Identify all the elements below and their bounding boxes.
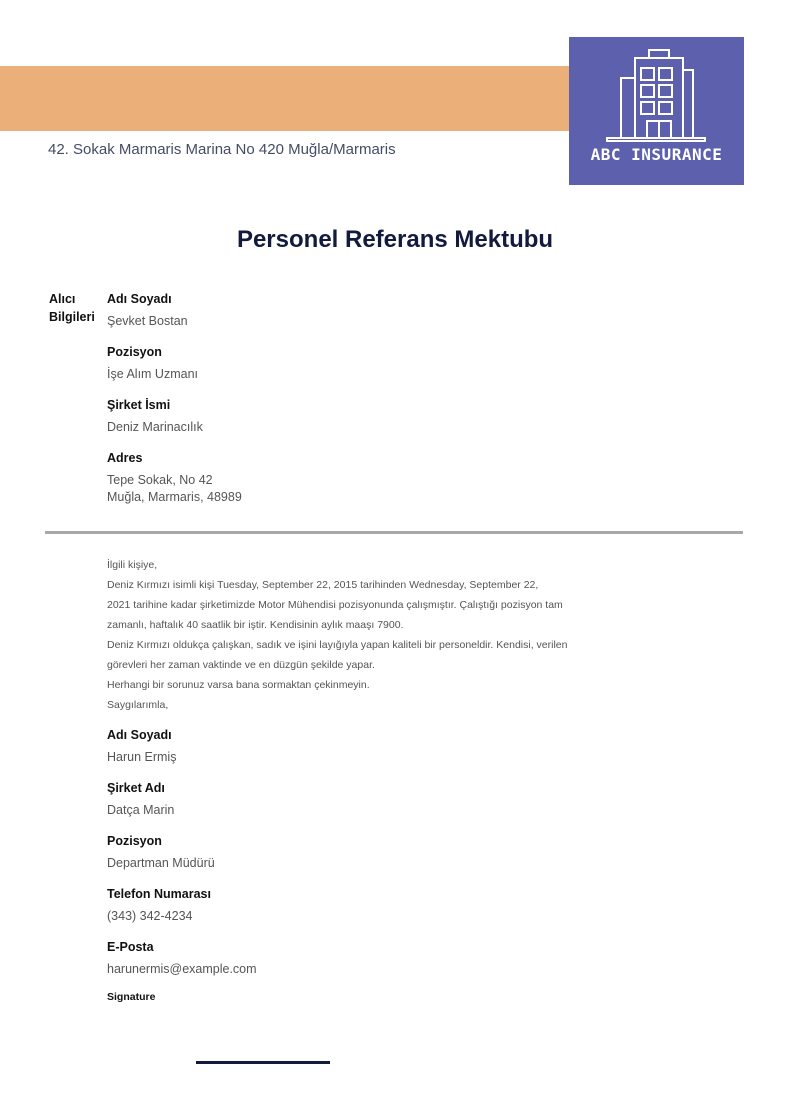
letter-body [107, 555, 607, 715]
field-value: (343) 342-4234 [107, 909, 193, 923]
recipient-name-field [107, 291, 188, 330]
signature-label: Signature [107, 991, 156, 1003]
sender-position-field [107, 833, 215, 872]
field-value: İşe Alım Uzmanı [107, 367, 198, 381]
recipient-company-field [107, 397, 203, 436]
recipient-position-field [107, 344, 198, 383]
field-label: Adres [107, 451, 143, 465]
field-value: Harun Ermiş [107, 750, 177, 764]
header-band [0, 66, 569, 131]
page-title: Personel Referans Mektubu [236, 226, 554, 253]
company-logo [569, 37, 744, 185]
field-label: Şirket İsmi [107, 398, 171, 412]
recipient-heading: Alıcı Bilgileri [49, 292, 95, 324]
field-label: Şirket Adı [107, 781, 165, 795]
sender-company-field [107, 780, 174, 819]
field-label: Adı Soyadı [107, 728, 172, 742]
field-value: Datça Marin [107, 803, 175, 817]
recipient-address-field [107, 450, 242, 506]
address-line-1: Tepe Sokak, No 42 [107, 473, 213, 487]
letter-line: 2021 tarihine kadar şirketimizde Motor Mühendisi pozisyonunda çalışmıştır. Çalıştığı pozisyon tam [107, 599, 563, 611]
letter-line: görevleri her zaman vaktinde ve en düzgün şekilde yapar. [107, 659, 375, 671]
field-value: harunermis@example.com [107, 962, 257, 976]
section-divider [45, 531, 743, 534]
letter-line: zamanlı, haftalık 40 saatlik bir iştir. Kendisinin aylık maaşı 7900. [107, 619, 404, 631]
letter-line: Deniz Kırmızı oldukça çalışkan, sadık ve işini layığıyla yapan kaliteli bir personeldir. Kendisi, verilen [107, 639, 568, 651]
letter-line: Herhangi bir sorunuz varsa bana sormaktan çekinmeyin. [107, 679, 370, 691]
field-value: Departman Müdürü [107, 856, 215, 870]
field-value: Şevket Bostan [107, 314, 188, 328]
signature-line [196, 1061, 330, 1064]
sender-email-field [107, 939, 257, 978]
letter-line: İlgili kişiye, [107, 559, 158, 571]
field-label: Telefon Numarası [107, 887, 211, 901]
letter-line: Deniz Kırmızı isimli kişi Tuesday, September 22, 2015 tarihinden Wednesday, September 22, [107, 579, 539, 591]
logo-text: ABC INSURANCE [590, 145, 723, 164]
company-address: 42. Sokak Marmaris Marina No 420 Muğla/Marmaris [48, 141, 396, 158]
field-value: Deniz Marinacılık [107, 420, 203, 434]
field-label: Adı Soyadı [107, 292, 172, 306]
field-label: Pozisyon [107, 834, 162, 848]
sender-phone-field [107, 886, 211, 925]
sender-name-field [107, 727, 176, 766]
letter-line: Saygılarımla, [107, 699, 169, 711]
building-icon [599, 46, 714, 142]
field-label: Pozisyon [107, 345, 162, 359]
field-label: E-Posta [107, 940, 154, 954]
address-line-2: Muğla, Marmaris, 48989 [107, 490, 242, 504]
